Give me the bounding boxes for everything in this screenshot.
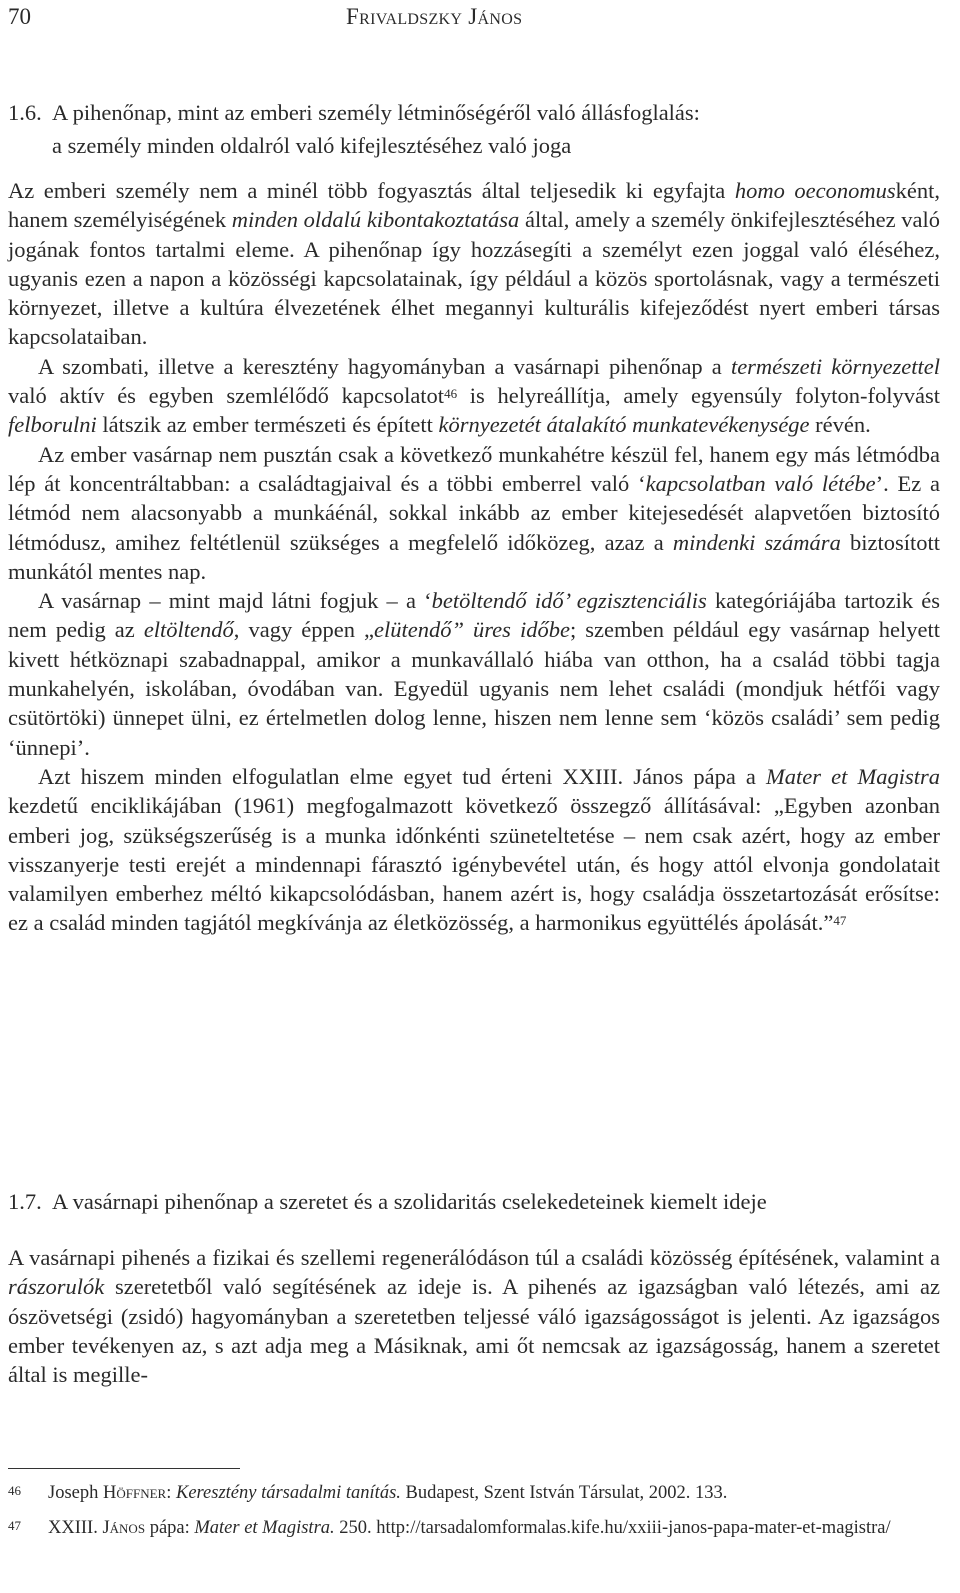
section-title: A vasárnapi pihenőnap a szeretet és a szolidaritás cselekedeteinek kiemelt ideje xyxy=(52,1189,767,1214)
footnote-ref[interactable]: 46 xyxy=(444,386,458,402)
document-page: 70 Frivaldszky János 1.6. A pihenőnap, mint az emberi személy létminőségéről való állásfoglalás: a személy minden oldalról való kifejlesztéséhez való joga Az emberi személy nem a minél több fogyasztás által teljesedik ki egyfajta homo oeconomusként, hanem személyiségének minden oldalú kibontakoztatása által, amely a személy önkifejlesztéséhez való jogának fontos tartalmi eleme. A pihenőnap így hozzásegíti a személyt ezen joggal való éléséhez, ugyanis ezen a napon a közösségi kapcsolatainak, így például a közös sportolásnak, vagy a természeti környezet, illetve a kultúra élvezetének élhet megannyi kulturális kifejeződést nyert emberi társas kapcsolataiban. A szombati, illetve a keresztény hagyományban a vasárnapi pihenőnap a természeti környezettel való aktív és egyben szemlélődő kapcsolatot$^{46}$ is helyreállítja, amely egyensúly folyton-folyvást felborulni látszik az ember természeti és épített környezetét átalakító munkatevékenysége révén. Az ember vasárnap nem pusztán csak a következő munkahétre készül fel, hanem egy más létmódba lép át koncentráltabban: a családtagjaival és a többi emberrel való ‘kapcsolatban való létébe’. Ez a létmód nem alacsonyabb a munkáénál, sokkal inkább az ember kitejesedését alapvetően biztosító létmódusz, amihez feltétlenül szükséges a megfelelő időközeg, azaz a mindenki számára biztosított munkától mentes nap. A vasárnap – mint majd látni fogjuk – a ‘betöltendő idő’ egzisztenciális kategóriájába tartozik és nem pedig az eltöltendő, vagy éppen „elütendő” üres időbe; szemben például egy vasárnap helyett kivett hétköznapi szabadnappal, amikor a munkavállaló hiába van otthon, ha a család többi tagja munkahelyén, iskolában, óvodában van. Egyedül ugyanis nem lehet családi (mondjuk hétfői vagy csütörtöki) ünnepet ülni, ez értelmetlen dolog lenne, hiszen nem lenne sem ‘közös családi’ sem pedig ‘ünnepi’. Azt hiszem minden elfogulatlan elme egyet tud érteni XXIII. János pápa a Mater et Magistra kezdetű enciklikájában (1961) megfogalmazott következő összegző állításával: „Egyben azonban emberi jog, szükségszerűség is a munka időnkénti szüneteltetése – nem csak azért, hogy az ember visszanyerje testi erejét a mindennapi fárasztó igénybevétel után, és hogy attól elvonja gondolatait valamilyen emberhez méltó kikapcsolódásban, hanem azért is, hogy családja összetartozását erősítse: ez a család minden tagjától megkívánja az életközösség, a harmonikus együttélés ápolását.”$^{47}$ 1.7. A vasárnapi pihenőnap a szeretet és a szolidaritás cselekedeteinek kiemelt ideje A vasárnapi pihenés a fizikai és szellemi regenerálódáson túl a családi közösség építésének, valamint a rászorulók szeretetből való segítésének az ideje is. A pihenés az igazságban való létezés, ami az ószövetségi (zsidó) hagyományban a szeretetben teljessé váló igazságosságot is jelenti. Az igazságos ember tevékenyen az, s azt adja meg a Másiknak, ami őt nemcsak az igazságosság, hanem a szeretet által is megille- 46 Joseph Höffner: Keresztény társadalmi tanítás. Budapest, Szent István Társulat, 2002. 133. 47 XXIII. János pápa: Mater et Magistra. 250. http://tarsadalomformalas.kife.hu/xxiii-janos-papa-mater-et-magistra/ xyxy=(0,0,960,1593)
section-title-line1: A pihenőnap, mint az emberi személy létminőségéről való állásfoglalás: xyxy=(52,100,700,125)
section-number: 1.6. xyxy=(8,100,42,125)
footnote-divider xyxy=(8,1468,240,1469)
section-number: 1.7. xyxy=(8,1189,42,1214)
section-1-7-body xyxy=(8,1243,940,1389)
section-heading-1-6 xyxy=(8,96,938,162)
footnote-ref[interactable]: 47 xyxy=(833,913,847,929)
running-head: Frivaldszky János xyxy=(346,4,523,29)
paragraph: Az emberi személy nem a minél több fogyasztás által teljesedik ki egyfajta homo oeconomusként, hanem személyiségének minden oldalú kibontakoztatása által, amely a személy önkifejlesztéséhez való jogának fontos tartalmi eleme. A pihenőnap így hozzásegíti a személyt ezen joggal való éléséhez, ugyanis ezen a napon a közösségi kapcsolatainak, így például a közös sportolásnak, vagy a természeti környezet, illetve a kultúra élvezetének élhet megannyi kulturális kifejeződést nyert emberi társas kapcsolataiban. xyxy=(8,178,940,350)
section-1-6-body xyxy=(8,176,940,938)
paragraph: A vasárnap – mint majd látni fogjuk – a ‘betöltendő idő’ egzisztenciális kategóriájába tartozik és nem pedig az eltöltendő, vagy éppen „elütendő” üres időbe; szemben például egy vasárnap helyett kivett hétköznapi szabadnappal, amikor a munkavállaló hiába van otthon, ha a család többi tagja munkahelyén, iskolában, óvodában van. Egyedül ugyanis nem lehet családi (mondjuk hétfői vagy csütörtöki) ünnepet ülni, ez értelmetlen dolog lenne, hiszen nem lenne sem ‘közös családi’ sem pedig ‘ünnepi’. xyxy=(8,588,941,760)
paragraph: A vasárnapi pihenés a fizikai és szellemi regenerálódáson túl a családi közösség építésének, valamint a rászorulók szeretetből való segítésének az ideje is. A pihenés az igazságban való létezés, ami az ószövetségi (zsidó) hagyományban a szeretetben teljessé váló igazságosságot is jelenti. Az igazságos ember tevékenyen az, s azt adja meg a Másiknak, ami őt nemcsak az igazságosság, hanem a szeretet által is megille- xyxy=(8,1245,940,1388)
footnote-number: 47 xyxy=(8,1518,21,1533)
paragraph: Az ember vasárnap nem pusztán csak a következő munkahétre készül fel, hanem egy más létmódba lép át koncentráltabban: a családtagjaival és a többi emberrel való ‘kapcsolatban való létébe’. Ez a létmód nem alacsonyabb a munkáénál, sokkal inkább az ember kitejesedését alapvetően biztosító létmódusz, amihez feltétlenül szükséges a megfelelő időközeg, azaz a mindenki számára biztosított munkától mentes nap. xyxy=(8,441,941,584)
page-header xyxy=(8,4,952,34)
footnote-number: 46 xyxy=(8,1483,21,1498)
paragraph: Azt hiszem minden elfogulatlan elme egyet tud érteni XXIII. János pápa a Mater et Magistra kezdetű enciklikájában (1961) megfogalmazott következő összegző állításával: „Egyben azonban emberi jog, szükségszerűség is a munka időnkénti szüneteltetése – nem csak azért, hogy az ember visszanyerje testi erejét a mindennapi fárasztó igénybevétel után, és hogy attól elvonja gondolatait valamilyen emberhez méltó kikapcsolódásban, hanem azért is, hogy családja összetartozását erősítse: ez a család minden tagjától megkívánja az életközösség, a harmonikus együttélés ápolását.”$^{47}$ xyxy=(8,763,940,936)
section-title-line2: a személy minden oldalról való kifejlesztéséhez való joga xyxy=(52,133,572,158)
section-heading-1-7 xyxy=(8,1185,938,1218)
footnote-link[interactable]: 250. http://tarsadalomformalas.kife.hu/xxiii-janos-papa-mater-et-magistra/ xyxy=(334,1518,891,1538)
paragraph: A szombati, illetve a keresztény hagyományban a vasárnapi pihenőnap a természeti környezettel való aktív és egyben szemlélődő kapcsolatot$^{46}$ is helyreállítja, amely egyensúly folyton-folyvást felborulni látszik az ember természeti és épített környezetét átalakító munkatevékenysége révén. xyxy=(8,353,940,438)
page-number: 70 xyxy=(8,4,31,29)
